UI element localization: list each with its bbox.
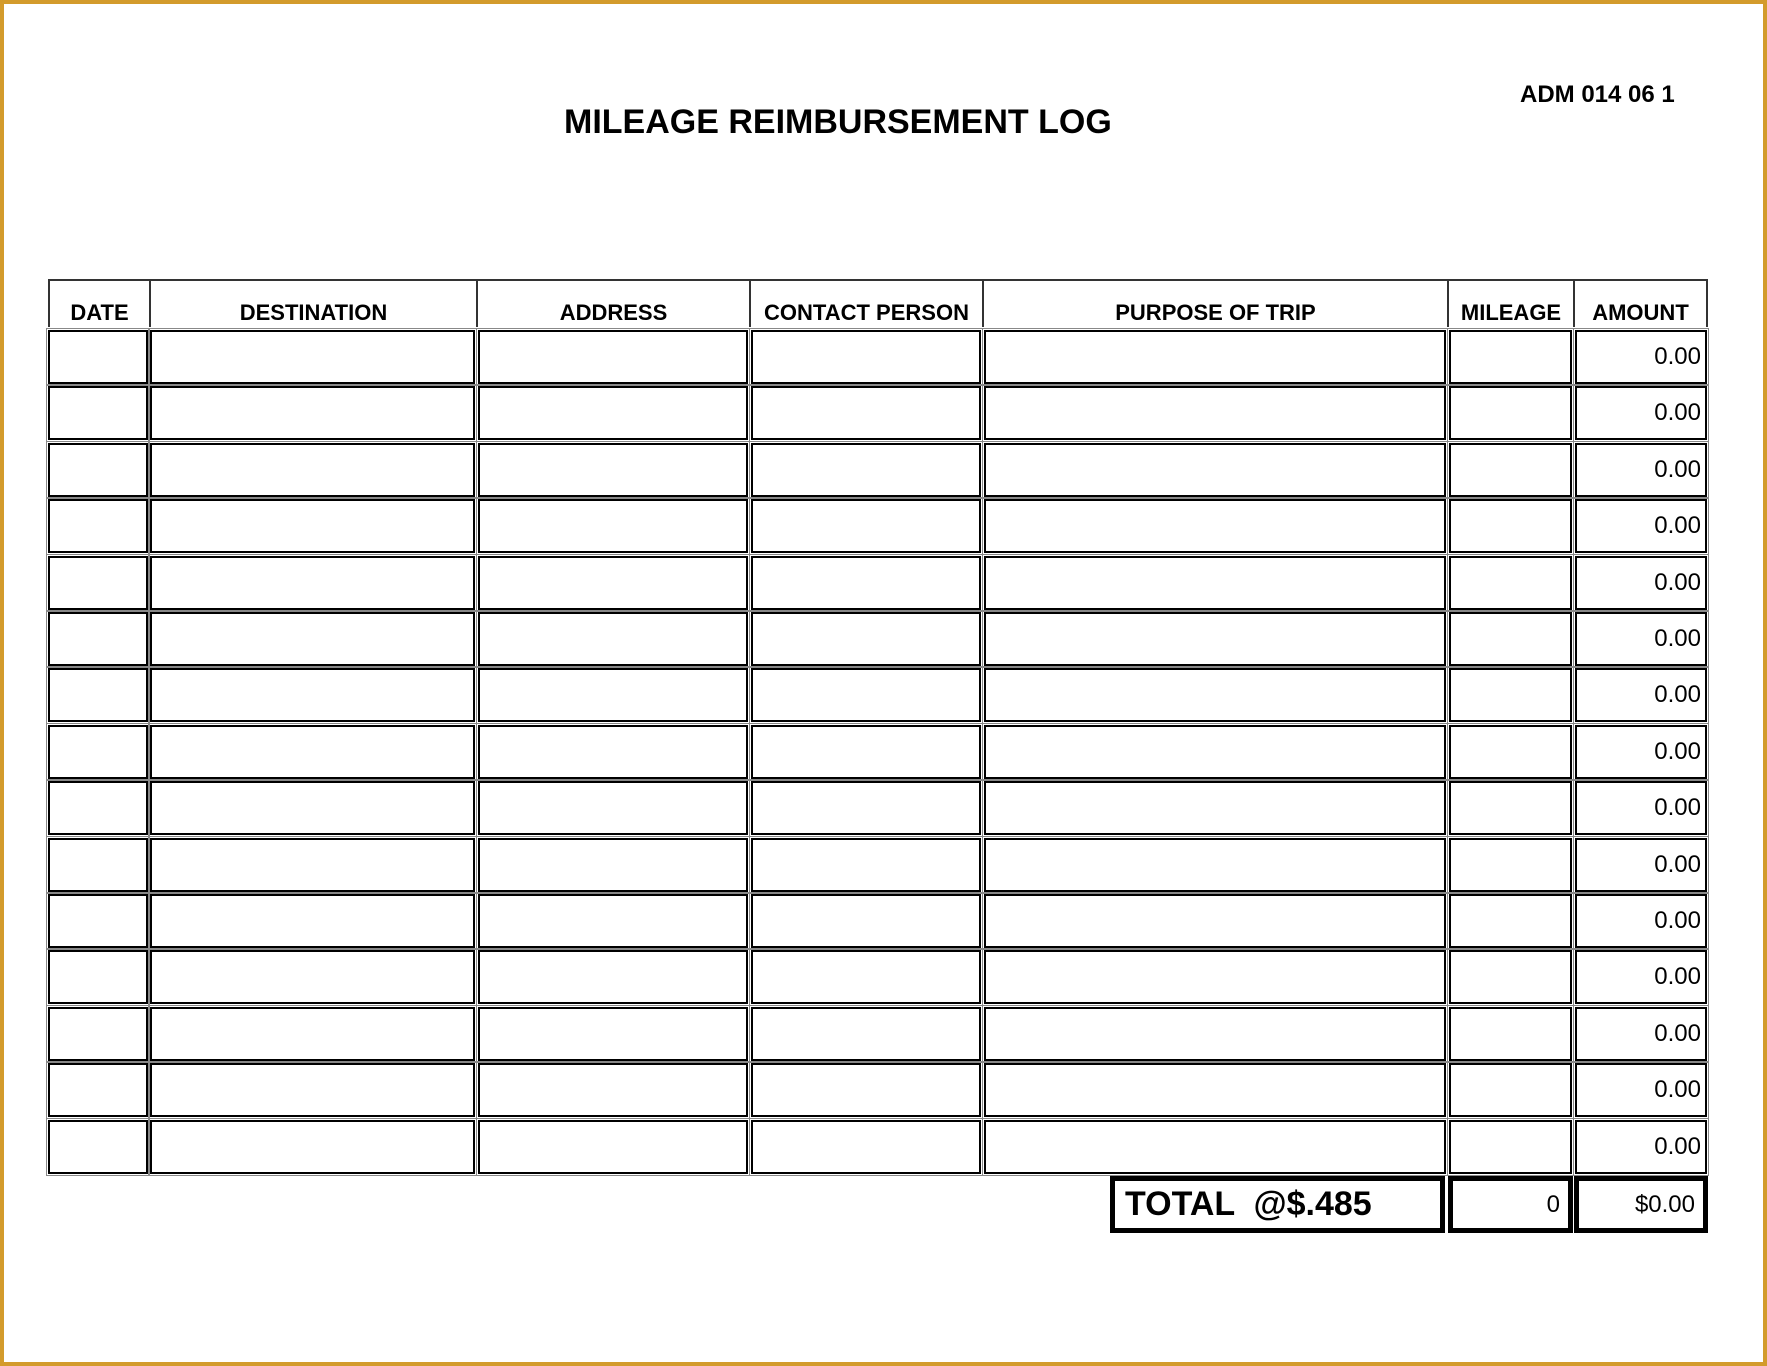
purpose-field[interactable] — [984, 1120, 1446, 1174]
contact-person-field[interactable] — [751, 781, 981, 835]
date-field[interactable] — [48, 386, 148, 440]
amount-field[interactable]: 0.00 — [1575, 330, 1707, 384]
purpose-field[interactable] — [984, 443, 1446, 497]
total-label: TOTAL @$.485 — [1110, 1176, 1445, 1233]
purpose-field[interactable] — [984, 330, 1446, 384]
column-header-address: ADDRESS — [476, 279, 749, 327]
destination-field[interactable] — [150, 1120, 475, 1174]
amount-field[interactable]: 0.00 — [1575, 1120, 1707, 1174]
mileage-field[interactable] — [1449, 612, 1572, 666]
destination-field[interactable] — [150, 725, 475, 779]
date-field[interactable] — [48, 1063, 148, 1117]
amount-field[interactable]: 0.00 — [1575, 781, 1707, 835]
amount-field[interactable]: 0.00 — [1575, 668, 1707, 722]
destination-field[interactable] — [150, 894, 475, 948]
purpose-field[interactable] — [984, 556, 1446, 610]
contact-person-field[interactable] — [751, 668, 981, 722]
mileage-field[interactable] — [1449, 1120, 1572, 1174]
destination-field[interactable] — [150, 1063, 475, 1117]
table-row — [48, 498, 1708, 554]
column-header-destination: DESTINATION — [149, 279, 476, 327]
address-field[interactable] — [478, 894, 748, 948]
amount-field[interactable]: 0.00 — [1575, 499, 1707, 553]
address-field[interactable] — [478, 443, 748, 497]
contact-person-field[interactable] — [751, 894, 981, 948]
date-field[interactable] — [48, 612, 148, 666]
purpose-field[interactable] — [984, 668, 1446, 722]
contact-person-field[interactable] — [751, 1007, 981, 1061]
purpose-field[interactable] — [984, 1063, 1446, 1117]
mileage-field[interactable] — [1449, 950, 1572, 1004]
mileage-field[interactable] — [1449, 499, 1572, 553]
column-header-mileage: MILEAGE — [1447, 279, 1573, 327]
address-field[interactable] — [478, 1063, 748, 1117]
table-row — [48, 893, 1708, 949]
purpose-field[interactable] — [984, 725, 1446, 779]
address-field[interactable] — [478, 781, 748, 835]
table-row — [48, 555, 1708, 611]
table-row — [48, 1006, 1708, 1062]
amount-field[interactable]: 0.00 — [1575, 1007, 1707, 1061]
destination-field[interactable] — [150, 781, 475, 835]
date-field[interactable] — [48, 443, 148, 497]
address-field[interactable] — [478, 612, 748, 666]
amount-field[interactable]: 0.00 — [1575, 950, 1707, 1004]
contact-person-field[interactable] — [751, 386, 981, 440]
destination-field[interactable] — [150, 838, 475, 892]
total-amount-field[interactable]: $0.00 — [1574, 1176, 1708, 1233]
purpose-field[interactable] — [984, 1007, 1446, 1061]
purpose-field[interactable] — [984, 781, 1446, 835]
amount-field[interactable]: 0.00 — [1575, 443, 1707, 497]
amount-field[interactable]: 0.00 — [1575, 894, 1707, 948]
table-row — [48, 949, 1708, 1005]
address-field[interactable] — [478, 499, 748, 553]
purpose-field[interactable] — [984, 386, 1446, 440]
date-field[interactable] — [48, 1007, 148, 1061]
column-header-contact-person: CONTACT PERSON — [749, 279, 982, 327]
amount-field[interactable]: 0.00 — [1575, 1063, 1707, 1117]
contact-person-field[interactable] — [751, 950, 981, 1004]
date-field[interactable] — [48, 1120, 148, 1174]
contact-person-field[interactable] — [751, 443, 981, 497]
contact-person-field[interactable] — [751, 1120, 981, 1174]
amount-field[interactable]: 0.00 — [1575, 386, 1707, 440]
mileage-field[interactable] — [1449, 1063, 1572, 1117]
address-field[interactable] — [478, 1007, 748, 1061]
address-field[interactable] — [478, 386, 748, 440]
contact-person-field[interactable] — [751, 330, 981, 384]
table-row — [48, 611, 1708, 667]
date-field[interactable] — [48, 499, 148, 553]
destination-field[interactable] — [150, 556, 475, 610]
address-field[interactable] — [478, 330, 748, 384]
contact-person-field[interactable] — [751, 499, 981, 553]
destination-field[interactable] — [150, 612, 475, 666]
mileage-field[interactable] — [1449, 781, 1572, 835]
destination-field[interactable] — [150, 668, 475, 722]
date-field[interactable] — [48, 330, 148, 384]
mileage-field[interactable] — [1449, 668, 1572, 722]
address-field[interactable] — [478, 950, 748, 1004]
page-title: MILEAGE REIMBURSEMENT LOG — [564, 103, 1112, 141]
destination-field[interactable] — [150, 386, 475, 440]
mileage-field[interactable] — [1449, 838, 1572, 892]
total-mileage-field[interactable]: 0 — [1448, 1176, 1573, 1233]
mileage-field[interactable] — [1449, 386, 1572, 440]
address-field[interactable] — [478, 838, 748, 892]
destination-field[interactable] — [150, 950, 475, 1004]
mileage-field[interactable] — [1449, 1007, 1572, 1061]
purpose-field[interactable] — [984, 838, 1446, 892]
contact-person-field[interactable] — [751, 612, 981, 666]
address-field[interactable] — [478, 1120, 748, 1174]
table-row — [48, 667, 1708, 723]
amount-field[interactable]: 0.00 — [1575, 612, 1707, 666]
table-row — [48, 780, 1708, 836]
table-row — [48, 442, 1708, 498]
destination-field[interactable] — [150, 499, 475, 553]
mileage-field[interactable] — [1449, 443, 1572, 497]
column-header-date: DATE — [48, 279, 149, 327]
amount-field[interactable]: 0.00 — [1575, 556, 1707, 610]
address-field[interactable] — [478, 556, 748, 610]
table-row — [48, 1062, 1708, 1118]
date-field[interactable] — [48, 556, 148, 610]
purpose-field[interactable] — [984, 612, 1446, 666]
table-row — [48, 1119, 1708, 1175]
mileage-field[interactable] — [1449, 894, 1572, 948]
table-row — [48, 837, 1708, 893]
date-field[interactable] — [48, 894, 148, 948]
table-row — [48, 329, 1708, 385]
destination-field[interactable] — [150, 1007, 475, 1061]
table-row — [48, 385, 1708, 441]
destination-field[interactable] — [150, 443, 475, 497]
contact-person-field[interactable] — [751, 1063, 981, 1117]
contact-person-field[interactable] — [751, 556, 981, 610]
table-header — [48, 279, 1708, 327]
amount-field[interactable]: 0.00 — [1575, 725, 1707, 779]
amount-field[interactable]: 0.00 — [1575, 838, 1707, 892]
date-field[interactable] — [48, 668, 148, 722]
column-header-purpose: PURPOSE OF TRIP — [982, 279, 1447, 327]
purpose-field[interactable] — [984, 950, 1446, 1004]
contact-person-field[interactable] — [751, 725, 981, 779]
address-field[interactable] — [478, 725, 748, 779]
mileage-field[interactable] — [1449, 556, 1572, 610]
mileage-field[interactable] — [1449, 725, 1572, 779]
address-field[interactable] — [478, 668, 748, 722]
date-field[interactable] — [48, 725, 148, 779]
purpose-field[interactable] — [984, 894, 1446, 948]
date-field[interactable] — [48, 781, 148, 835]
form-code: ADM 014 06 1 — [1520, 81, 1675, 108]
date-field[interactable] — [48, 950, 148, 1004]
contact-person-field[interactable] — [751, 838, 981, 892]
purpose-field[interactable] — [984, 499, 1446, 553]
table-row — [48, 724, 1708, 780]
destination-field[interactable] — [150, 330, 475, 384]
mileage-field[interactable] — [1449, 330, 1572, 384]
date-field[interactable] — [48, 838, 148, 892]
column-header-amount: AMOUNT — [1573, 279, 1708, 327]
